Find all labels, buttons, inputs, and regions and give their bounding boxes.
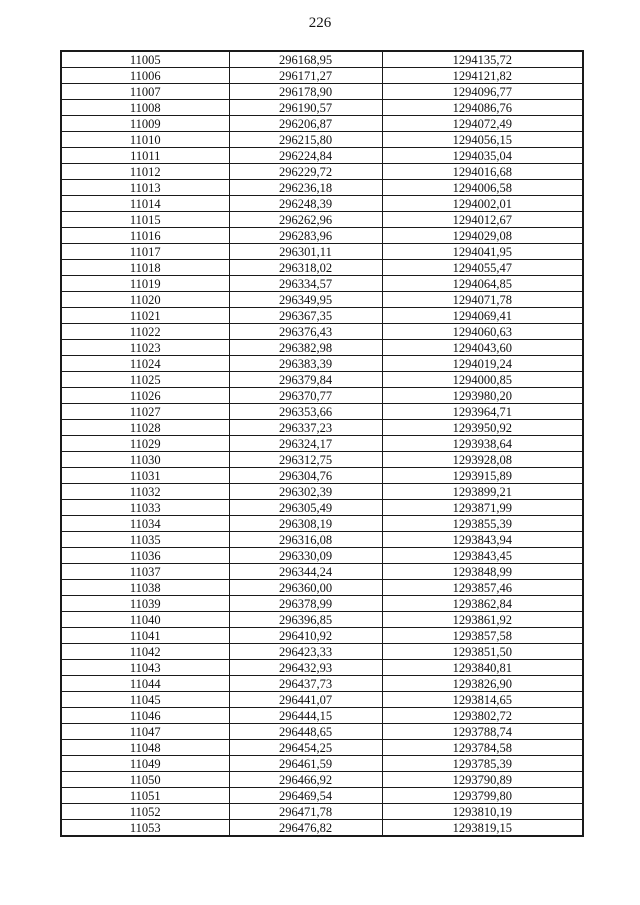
x-coordinate-cell: 296312,75 <box>229 452 382 468</box>
table-row <box>61 420 583 436</box>
x-coordinate-cell: 296379,84 <box>229 372 382 388</box>
x-coordinate-cell: 296229,72 <box>229 164 382 180</box>
table-row <box>61 180 583 196</box>
point-number-cell: 11038 <box>61 580 229 596</box>
table-row <box>61 84 583 100</box>
table-row <box>61 612 583 628</box>
point-number-cell: 11040 <box>61 612 229 628</box>
point-number-cell: 11031 <box>61 468 229 484</box>
coordinates-table <box>60 50 584 837</box>
point-number-cell: 11053 <box>61 820 229 837</box>
x-coordinate-cell: 296190,57 <box>229 100 382 116</box>
point-number-cell: 11024 <box>61 356 229 372</box>
x-coordinate-cell: 296168,95 <box>229 51 382 68</box>
y-coordinate-cell: 1294086,76 <box>382 100 583 116</box>
table-row <box>61 148 583 164</box>
y-coordinate-cell: 1293843,45 <box>382 548 583 564</box>
x-coordinate-cell: 296349,95 <box>229 292 382 308</box>
table-row <box>61 548 583 564</box>
y-coordinate-cell: 1294072,49 <box>382 116 583 132</box>
x-coordinate-cell: 296471,78 <box>229 804 382 820</box>
point-number-cell: 11034 <box>61 516 229 532</box>
y-coordinate-cell: 1293862,84 <box>382 596 583 612</box>
table-row <box>61 132 583 148</box>
table-row <box>61 164 583 180</box>
point-number-cell: 11020 <box>61 292 229 308</box>
y-coordinate-cell: 1293814,65 <box>382 692 583 708</box>
table-row <box>61 196 583 212</box>
point-number-cell: 11044 <box>61 676 229 692</box>
table-row <box>61 276 583 292</box>
point-number-cell: 11045 <box>61 692 229 708</box>
table-row <box>61 116 583 132</box>
y-coordinate-cell: 1293784,58 <box>382 740 583 756</box>
y-coordinate-cell: 1293928,08 <box>382 452 583 468</box>
x-coordinate-cell: 296454,25 <box>229 740 382 756</box>
point-number-cell: 11021 <box>61 308 229 324</box>
y-coordinate-cell: 1294071,78 <box>382 292 583 308</box>
x-coordinate-cell: 296353,66 <box>229 404 382 420</box>
y-coordinate-cell: 1294069,41 <box>382 308 583 324</box>
x-coordinate-cell: 296423,33 <box>229 644 382 660</box>
point-number-cell: 11037 <box>61 564 229 580</box>
point-number-cell: 11010 <box>61 132 229 148</box>
x-coordinate-cell: 296302,39 <box>229 484 382 500</box>
x-coordinate-cell: 296283,96 <box>229 228 382 244</box>
y-coordinate-cell: 1294006,58 <box>382 180 583 196</box>
table-row <box>61 100 583 116</box>
table-row <box>61 292 583 308</box>
y-coordinate-cell: 1293857,46 <box>382 580 583 596</box>
point-number-cell: 11042 <box>61 644 229 660</box>
table-row <box>61 692 583 708</box>
y-coordinate-cell: 1293788,74 <box>382 724 583 740</box>
y-coordinate-cell: 1294002,01 <box>382 196 583 212</box>
point-number-cell: 11025 <box>61 372 229 388</box>
y-coordinate-cell: 1293950,92 <box>382 420 583 436</box>
x-coordinate-cell: 296441,07 <box>229 692 382 708</box>
table-row <box>61 660 583 676</box>
y-coordinate-cell: 1294016,68 <box>382 164 583 180</box>
y-coordinate-cell: 1294029,08 <box>382 228 583 244</box>
point-number-cell: 11049 <box>61 756 229 772</box>
y-coordinate-cell: 1293871,99 <box>382 500 583 516</box>
x-coordinate-cell: 296262,96 <box>229 212 382 228</box>
point-number-cell: 11022 <box>61 324 229 340</box>
coordinates-table-body <box>61 51 583 836</box>
x-coordinate-cell: 296396,85 <box>229 612 382 628</box>
table-row <box>61 788 583 804</box>
point-number-cell: 11007 <box>61 84 229 100</box>
x-coordinate-cell: 296224,84 <box>229 148 382 164</box>
x-coordinate-cell: 296376,43 <box>229 324 382 340</box>
table-row <box>61 772 583 788</box>
table-row <box>61 724 583 740</box>
y-coordinate-cell: 1294055,47 <box>382 260 583 276</box>
point-number-cell: 11036 <box>61 548 229 564</box>
point-number-cell: 11047 <box>61 724 229 740</box>
y-coordinate-cell: 1294096,77 <box>382 84 583 100</box>
x-coordinate-cell: 296324,17 <box>229 436 382 452</box>
y-coordinate-cell: 1293810,19 <box>382 804 583 820</box>
x-coordinate-cell: 296437,73 <box>229 676 382 692</box>
point-number-cell: 11030 <box>61 452 229 468</box>
y-coordinate-cell: 1293964,71 <box>382 404 583 420</box>
point-number-cell: 11005 <box>61 51 229 68</box>
y-coordinate-cell: 1293826,90 <box>382 676 583 692</box>
table-row <box>61 468 583 484</box>
point-number-cell: 11043 <box>61 660 229 676</box>
point-number-cell: 11008 <box>61 100 229 116</box>
point-number-cell: 11026 <box>61 388 229 404</box>
x-coordinate-cell: 296382,98 <box>229 340 382 356</box>
point-number-cell: 11028 <box>61 420 229 436</box>
point-number-cell: 11009 <box>61 116 229 132</box>
table-row <box>61 308 583 324</box>
x-coordinate-cell: 296432,93 <box>229 660 382 676</box>
page-number: 226 <box>308 15 332 31</box>
point-number-cell: 11035 <box>61 532 229 548</box>
y-coordinate-cell: 1294135,72 <box>382 51 583 68</box>
point-number-cell: 11046 <box>61 708 229 724</box>
table-row <box>61 644 583 660</box>
point-number-cell: 11051 <box>61 788 229 804</box>
table-row <box>61 820 583 837</box>
y-coordinate-cell: 1294000,85 <box>382 372 583 388</box>
y-coordinate-cell: 1293915,89 <box>382 468 583 484</box>
point-number-cell: 11039 <box>61 596 229 612</box>
x-coordinate-cell: 296318,02 <box>229 260 382 276</box>
x-coordinate-cell: 296466,92 <box>229 772 382 788</box>
point-number-cell: 11029 <box>61 436 229 452</box>
table-row <box>61 436 583 452</box>
x-coordinate-cell: 296305,49 <box>229 500 382 516</box>
table-row <box>61 244 583 260</box>
x-coordinate-cell: 296444,15 <box>229 708 382 724</box>
y-coordinate-cell: 1294012,67 <box>382 212 583 228</box>
point-number-cell: 11013 <box>61 180 229 196</box>
y-coordinate-cell: 1293851,50 <box>382 644 583 660</box>
table-row <box>61 708 583 724</box>
x-coordinate-cell: 296308,19 <box>229 516 382 532</box>
y-coordinate-cell: 1294035,04 <box>382 148 583 164</box>
x-coordinate-cell: 296215,80 <box>229 132 382 148</box>
x-coordinate-cell: 296367,35 <box>229 308 382 324</box>
y-coordinate-cell: 1293790,89 <box>382 772 583 788</box>
y-coordinate-cell: 1293899,21 <box>382 484 583 500</box>
y-coordinate-cell: 1294060,63 <box>382 324 583 340</box>
table-row <box>61 532 583 548</box>
point-number-cell: 11014 <box>61 196 229 212</box>
x-coordinate-cell: 296378,99 <box>229 596 382 612</box>
x-coordinate-cell: 296330,09 <box>229 548 382 564</box>
x-coordinate-cell: 296360,00 <box>229 580 382 596</box>
x-coordinate-cell: 296448,65 <box>229 724 382 740</box>
x-coordinate-cell: 296337,23 <box>229 420 382 436</box>
x-coordinate-cell: 296171,27 <box>229 68 382 84</box>
table-row <box>61 804 583 820</box>
y-coordinate-cell: 1293785,39 <box>382 756 583 772</box>
x-coordinate-cell: 296236,18 <box>229 180 382 196</box>
point-number-cell: 11019 <box>61 276 229 292</box>
point-number-cell: 11048 <box>61 740 229 756</box>
table-row <box>61 484 583 500</box>
table-row <box>61 404 583 420</box>
point-number-cell: 11018 <box>61 260 229 276</box>
point-number-cell: 11033 <box>61 500 229 516</box>
y-coordinate-cell: 1294064,85 <box>382 276 583 292</box>
table-row <box>61 340 583 356</box>
table-row <box>61 324 583 340</box>
x-coordinate-cell: 296248,39 <box>229 196 382 212</box>
point-number-cell: 11017 <box>61 244 229 260</box>
y-coordinate-cell: 1293855,39 <box>382 516 583 532</box>
table-row <box>61 260 583 276</box>
point-number-cell: 11006 <box>61 68 229 84</box>
y-coordinate-cell: 1293848,99 <box>382 564 583 580</box>
x-coordinate-cell: 296178,90 <box>229 84 382 100</box>
table-row <box>61 212 583 228</box>
point-number-cell: 11015 <box>61 212 229 228</box>
table-row <box>61 372 583 388</box>
x-coordinate-cell: 296476,82 <box>229 820 382 837</box>
point-number-cell: 11027 <box>61 404 229 420</box>
x-coordinate-cell: 296334,57 <box>229 276 382 292</box>
table-row <box>61 51 583 68</box>
x-coordinate-cell: 296370,77 <box>229 388 382 404</box>
x-coordinate-cell: 296316,08 <box>229 532 382 548</box>
point-number-cell: 11011 <box>61 148 229 164</box>
point-number-cell: 11023 <box>61 340 229 356</box>
table-row <box>61 388 583 404</box>
point-number-cell: 11016 <box>61 228 229 244</box>
x-coordinate-cell: 296469,54 <box>229 788 382 804</box>
point-number-cell: 11041 <box>61 628 229 644</box>
y-coordinate-cell: 1293840,81 <box>382 660 583 676</box>
table-row <box>61 516 583 532</box>
table-row <box>61 228 583 244</box>
table-row <box>61 740 583 756</box>
table-row <box>61 68 583 84</box>
x-coordinate-cell: 296461,59 <box>229 756 382 772</box>
y-coordinate-cell: 1293861,92 <box>382 612 583 628</box>
table-row <box>61 596 583 612</box>
y-coordinate-cell: 1294019,24 <box>382 356 583 372</box>
x-coordinate-cell: 296206,87 <box>229 116 382 132</box>
table-row <box>61 676 583 692</box>
x-coordinate-cell: 296410,92 <box>229 628 382 644</box>
y-coordinate-cell: 1293802,72 <box>382 708 583 724</box>
table-row <box>61 356 583 372</box>
point-number-cell: 11012 <box>61 164 229 180</box>
y-coordinate-cell: 1293938,64 <box>382 436 583 452</box>
table-row <box>61 756 583 772</box>
y-coordinate-cell: 1294043,60 <box>382 340 583 356</box>
y-coordinate-cell: 1293980,20 <box>382 388 583 404</box>
x-coordinate-cell: 296344,24 <box>229 564 382 580</box>
table-row <box>61 564 583 580</box>
x-coordinate-cell: 296383,39 <box>229 356 382 372</box>
table-row <box>61 580 583 596</box>
table-row <box>61 500 583 516</box>
point-number-cell: 11052 <box>61 804 229 820</box>
x-coordinate-cell: 296301,11 <box>229 244 382 260</box>
y-coordinate-cell: 1293857,58 <box>382 628 583 644</box>
point-number-cell: 11032 <box>61 484 229 500</box>
x-coordinate-cell: 296304,76 <box>229 468 382 484</box>
point-number-cell: 11050 <box>61 772 229 788</box>
y-coordinate-cell: 1293819,15 <box>382 820 583 837</box>
y-coordinate-cell: 1293799,80 <box>382 788 583 804</box>
table-row <box>61 452 583 468</box>
y-coordinate-cell: 1293843,94 <box>382 532 583 548</box>
y-coordinate-cell: 1294121,82 <box>382 68 583 84</box>
y-coordinate-cell: 1294041,95 <box>382 244 583 260</box>
y-coordinate-cell: 1294056,15 <box>382 132 583 148</box>
table-row <box>61 628 583 644</box>
